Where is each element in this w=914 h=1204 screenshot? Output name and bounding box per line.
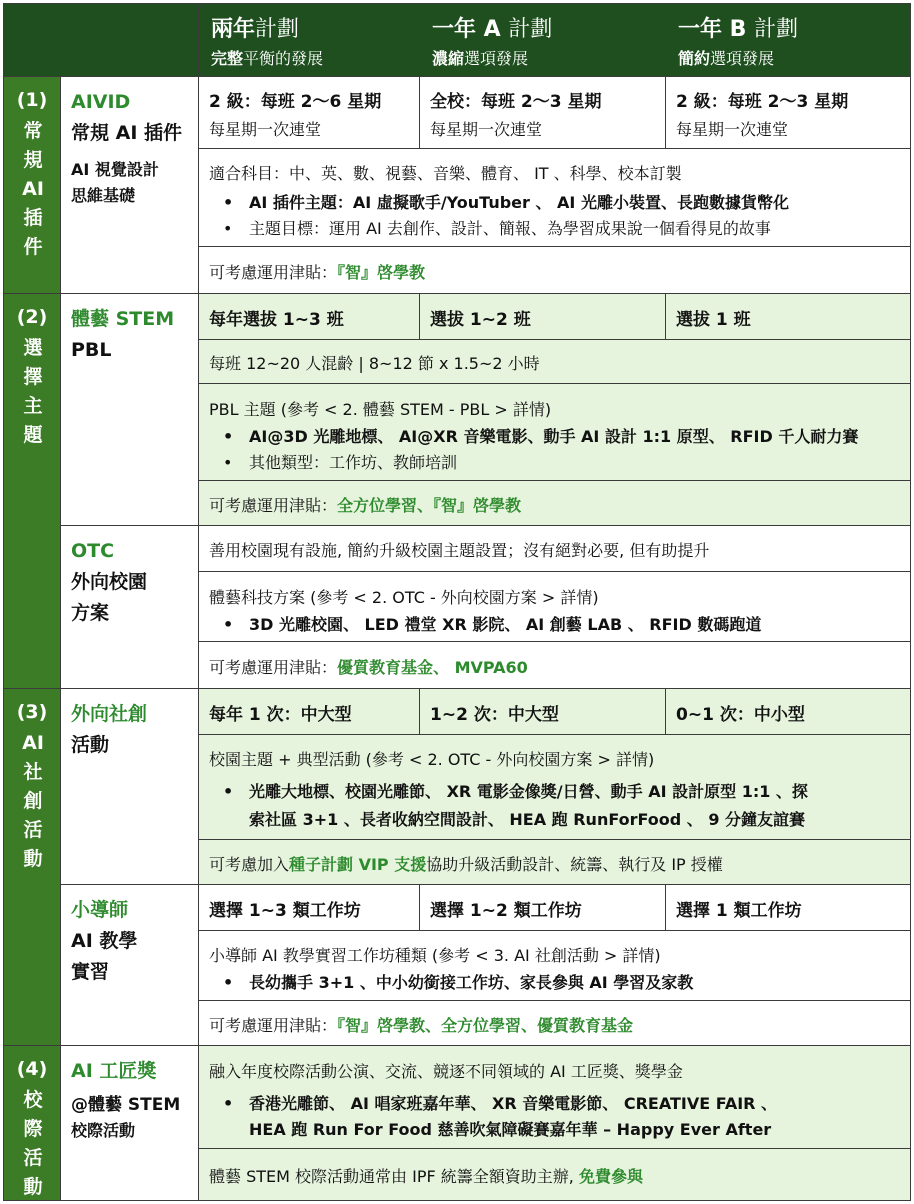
plan-sub-bold: 完整 (211, 49, 244, 68)
header-corner (3, 3, 199, 77)
topic-line: 活動 (71, 734, 110, 756)
topic-line: @體藝 STEM (71, 1095, 181, 1115)
pbl-subsidy (198, 480, 911, 526)
plan-main: 2 級：每班 2～6 星期 (209, 92, 382, 112)
subsidy-value: 『智』啓學教、全方位學習、優質教育基金 (337, 1016, 634, 1035)
funding-text: 體藝 STEM 校際活動通常由 IPF 統籌全額資助主辦, (209, 1167, 579, 1186)
plan-title-suffix: 計劃 (754, 17, 799, 42)
section-title: AI社創活動 (22, 732, 44, 870)
section-2-label (3, 293, 61, 689)
plan-main: 選擇 1 類工作坊 (676, 901, 802, 921)
plan-sub: 每星期一次連堂 (676, 120, 789, 139)
section-1-label (3, 76, 61, 294)
aivid-plan-two-year (198, 76, 420, 149)
facilities-text: 善用校園現有設施, 簡約升級校園主題設置；沒有絕對必要, 但有助提升 (209, 541, 710, 560)
topic-line: 常規 AI 插件 (71, 122, 183, 144)
tutor-workshops (198, 930, 911, 1001)
otc-subsidy (198, 641, 911, 689)
section-title: 校際活動 (23, 1089, 43, 1198)
pbl-plan-one-year-a (419, 293, 666, 340)
subsidy-label: 可考慮運用津貼： (209, 1016, 338, 1035)
tutor-plan-one-year-a (419, 884, 666, 931)
topic-otc (60, 525, 199, 689)
subsidy-value: 全方位學習、『智』啓學教 (337, 496, 522, 515)
topic-line: 實習 (71, 961, 110, 983)
tutor-plan-two-year (198, 884, 420, 931)
bullet-text: 光雕大地標、校園光雕節、 XR 電影金像獎/日營、動手 AI 設計原型 1:1 、探 (249, 782, 808, 801)
social-vip (198, 839, 911, 885)
craft-intro (198, 1045, 911, 1149)
social-plan-two-year (198, 688, 420, 735)
subsidy-value: 優質教育基金、 MVPA60 (337, 658, 528, 677)
bullet-dot-icon: • (223, 1094, 234, 1113)
topic-social (60, 688, 199, 885)
tutor-subsidy (198, 1000, 911, 1046)
topic-line: AI 視覺設計 (71, 160, 159, 179)
section-title: 選擇主題 (23, 337, 43, 446)
header-plan-one-year-a (419, 3, 666, 77)
topic-line: 外向校園 (71, 571, 148, 593)
topic-title: OTC (71, 540, 115, 562)
funding-highlight: 免費參與 (578, 1167, 643, 1186)
plan-head: 體藝科技方案 (參考 < 2. OTC - 外向校園方案 > 詳情) (209, 588, 599, 607)
plan-sub: 選項發展 (710, 49, 775, 68)
plan-main: 1~2 次：中大型 (430, 705, 559, 725)
subsidy-label: 可考慮運用津貼： (209, 263, 338, 282)
bullet-dot-icon: • (223, 615, 234, 634)
topic-title: AIVID (71, 91, 131, 113)
topic-pbl (60, 293, 199, 526)
topic-title: 體藝 STEM (71, 308, 175, 330)
subsidy-value: 『智』啓學教 (337, 263, 426, 282)
section-number: (4) (16, 1058, 48, 1080)
bullet-dot-icon: • (223, 193, 234, 212)
topic-line: AI 教學 (71, 930, 138, 952)
craft-funding (198, 1148, 911, 1201)
otc-facilities (198, 525, 911, 572)
subsidy-label: 可考慮運用津貼： (209, 658, 338, 677)
plan-main: 每年 1 次：中大型 (209, 705, 352, 725)
bullet-dot-icon: • (223, 219, 233, 238)
plan-main: 0~1 次：中小型 (676, 705, 805, 725)
topic-line: PBL (71, 339, 112, 361)
section-title: 常規AI插件 (22, 120, 44, 258)
topic-craft (60, 1045, 199, 1201)
topic-line: 思維基礎 (71, 186, 136, 205)
vip-text: 可考慮加入 (209, 855, 290, 874)
aivid-plan-one-year-a (419, 76, 666, 149)
bullet-dot-icon: • (223, 973, 234, 992)
intro-text: 融入年度校際活動公演、交流、競逐不同領域的 AI 工匠獎、獎學金 (209, 1062, 683, 1081)
plan-title: 兩年 (211, 17, 256, 42)
topic-line: 校際活動 (71, 1121, 136, 1140)
section-3-label (3, 688, 61, 1046)
topics-head: PBL 主題 (參考 < 2. 體藝 STEM - PBL > 詳情) (209, 400, 552, 419)
plan-sub-bold: 簡約 (678, 49, 711, 68)
topic-title: 小導師 (71, 899, 129, 921)
section-number: (1) (16, 89, 48, 111)
bullet-dot-icon: • (223, 782, 234, 801)
plan-main: 選拔 1 班 (676, 310, 751, 330)
topic-tutor (60, 884, 199, 1046)
aivid-subjects (198, 148, 911, 247)
header-plan-two-year (198, 3, 420, 77)
subjects-text: 適合科目：中、英、數、視藝、音樂、體育、 IT 、科學、校本訂製 (209, 164, 682, 183)
pbl-plan-two-year (198, 293, 420, 340)
tutor-plan-one-year-b (665, 884, 911, 931)
plan-main: 選擇 1~3 類工作坊 (209, 901, 361, 921)
bullet-text: AI@3D 光雕地標、 AI@XR 音樂電影、動手 AI 設計 1:1 原型、 RFID 千人耐力賽 (249, 427, 859, 446)
social-plan-one-year-a (419, 688, 666, 735)
bullet-text: 主題目標：運用 AI 去創作、設計、簡報、為學習成果說一個看得見的故事 (249, 219, 771, 238)
activity-head: 校園主題 + 典型活動 (參考 < 2. OTC - 外向校園方案 > 詳情) (209, 750, 655, 769)
social-activities (198, 734, 911, 840)
section-number: (2) (16, 306, 48, 328)
bullet-text: AI 插件主題：AI 虛擬歌手/YouTuber 、 AI 光雕小裝置、長跑數據貨幣化 (249, 193, 789, 212)
topic-title: AI 工匠獎 (71, 1060, 157, 1082)
class-info-text: 每班 12~20 人混齡 | 8~12 節 x 1.5~2 小時 (209, 354, 540, 373)
topic-title: 外向社創 (71, 703, 148, 725)
aivid-plan-one-year-b (665, 76, 911, 149)
bullet-text: 3D 光雕校園、 LED 禮堂 XR 影院、 AI 創藝 LAB 、 RFID 數碼跑道 (249, 615, 762, 634)
pbl-class-info (198, 339, 911, 384)
section-4-label (3, 1045, 61, 1201)
plan-sub: 每星期一次連堂 (430, 120, 543, 139)
bullet-text-continued: HEA 跑 Run For Food 慈善吹氣障礙賽嘉年華 – Happy Ever After (249, 1120, 772, 1139)
plan-title: 一年 A (432, 17, 509, 42)
topic-aivid (60, 76, 199, 294)
vip-text: 協助升級活動設計、統籌、執行及 IP 授權 (426, 855, 723, 874)
plan-sub: 平衡的發展 (243, 49, 324, 68)
otc-plan (198, 571, 911, 642)
plan-main: 選拔 1~2 班 (430, 310, 531, 330)
bullet-text: 香港光雕節、 AI 唱家班嘉年華、 XR 音樂電影節、 CREATIVE FAIR 、 (249, 1094, 778, 1113)
plan-main: 選擇 1~2 類工作坊 (430, 901, 582, 921)
bullet-dot-icon: • (223, 427, 234, 446)
plan-title-suffix: 計劃 (255, 17, 300, 42)
social-plan-one-year-b (665, 688, 911, 735)
section-number: (3) (16, 701, 48, 723)
bullet-text: 其他類型：工作坊、教師培訓 (249, 453, 458, 472)
pbl-topics (198, 383, 911, 481)
vip-highlight: 種子計劃 VIP 支援 (289, 855, 427, 874)
aivid-subsidy (198, 246, 911, 294)
plan-title-suffix: 計劃 (508, 17, 553, 42)
plan-sub: 每星期一次連堂 (209, 120, 322, 139)
subsidy-label: 可考慮運用津貼： (209, 496, 338, 515)
header-plan-one-year-b (665, 3, 911, 77)
plan-title: 一年 B (678, 17, 755, 42)
plan-sub: 選項發展 (464, 49, 529, 68)
bullet-text-continued: 索社區 3+1 、長者收納空間設計、 HEA 跑 RunForFood 、 9 分鐘友誼賽 (249, 810, 806, 829)
topic-line: 方案 (71, 602, 110, 624)
plan-sub-bold: 濃縮 (432, 49, 465, 68)
plan-main: 2 級：每班 2～3 星期 (676, 92, 849, 112)
pbl-plan-one-year-b (665, 293, 911, 340)
bullet-dot-icon: • (223, 453, 233, 472)
workshops-head: 小導師 AI 教學實習工作坊種類 (參考 < 3. AI 社創活動 > 詳情) (209, 946, 661, 965)
plan-main: 全校：每班 2～3 星期 (430, 92, 602, 112)
plan-main: 每年選拔 1~3 班 (209, 310, 344, 330)
bullet-text: 長幼攜手 3+1 、中小幼銜接工作坊、家長參與 AI 學習及家教 (249, 973, 694, 992)
